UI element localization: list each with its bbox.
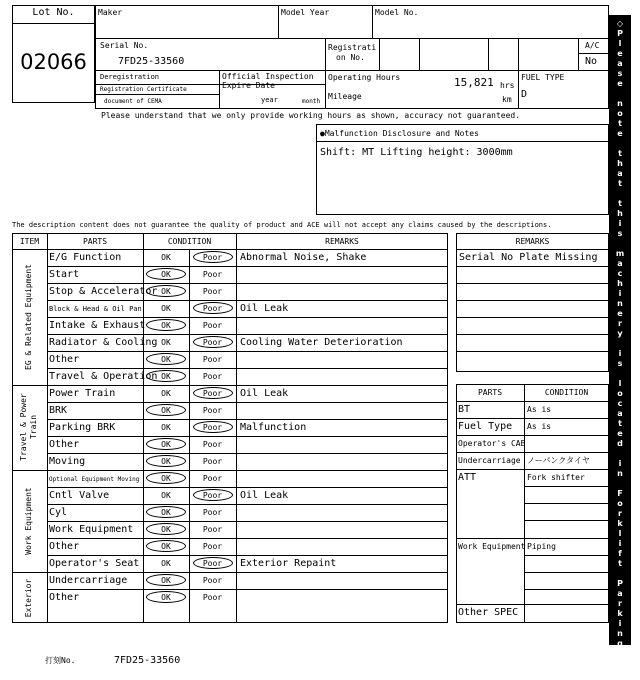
ok-option[interactable]: OK	[161, 389, 171, 398]
remark-text: Oil Leak	[240, 303, 289, 314]
location-notice-bar: ◇ P l e a s e n o t e t h a t t h i s m a c h i n e r y i s l o c a t e d i n F o r k l i f t P a r k i n g ◇	[609, 15, 631, 645]
part-label: Power Train	[49, 388, 116, 399]
official-inspection-label-1: Official Inspection	[222, 72, 314, 81]
mileage-label: Mileage	[328, 92, 362, 101]
ok-option[interactable]: OK	[161, 270, 171, 279]
part-label: Work Equipment	[49, 524, 134, 535]
ac-value: No	[585, 56, 598, 67]
part-label: E/G Function	[49, 252, 122, 263]
selected-condition-mark	[193, 557, 233, 569]
selected-condition-mark	[193, 421, 233, 433]
ok-option[interactable]: OK	[161, 253, 171, 262]
selected-condition-mark	[146, 591, 186, 603]
serial-value: 7FD25-33560	[118, 56, 185, 67]
selected-condition-mark	[146, 455, 186, 467]
poor-option[interactable]: Poor	[202, 542, 223, 551]
poor-option[interactable]: Poor	[202, 491, 223, 500]
registration-label-1: Registrati	[328, 43, 377, 52]
ok-option[interactable]: OK	[161, 423, 171, 432]
footer-label: 打刻No.	[45, 656, 76, 665]
right-condition-value: Piping	[527, 542, 556, 551]
model-year-label: Model Year	[281, 8, 330, 17]
remark-text: Cooling Water Deterioration	[240, 337, 403, 348]
remark-text: Abnormal Noise, Shake	[240, 252, 367, 263]
poor-option[interactable]: Poor	[202, 440, 223, 449]
selected-condition-mark	[146, 438, 186, 450]
poor-option[interactable]: Poor	[202, 321, 223, 330]
part-label: Intake & Exhaust	[49, 320, 146, 331]
lot-label: Lot No.	[32, 7, 75, 18]
right-part-label: Other SPEC	[458, 607, 519, 618]
remark-text: Oil Leak	[240, 388, 289, 399]
ok-option[interactable]: OK	[161, 491, 171, 500]
poor-option[interactable]: Poor	[202, 304, 223, 313]
part-label: Other	[49, 592, 80, 603]
ok-option[interactable]: OK	[161, 287, 171, 296]
poor-option[interactable]: Poor	[202, 593, 223, 602]
selected-condition-mark	[193, 387, 233, 399]
poor-option[interactable]: Poor	[202, 457, 223, 466]
model-no-label: Model No.	[375, 8, 419, 17]
part-label: Radiator & Cooling	[49, 337, 158, 348]
document-cema-label: document of CEMA	[104, 98, 162, 105]
selected-condition-mark	[146, 285, 186, 297]
group-exterior: Exterior	[24, 578, 33, 618]
poor-option[interactable]: Poor	[202, 372, 223, 381]
right-part-label: ATT	[458, 472, 477, 483]
part-label: Other	[49, 354, 80, 365]
right-condition-value: As is	[527, 405, 552, 414]
maker-label: Maker	[98, 8, 123, 17]
selected-condition-mark	[146, 540, 186, 552]
ac-label: A/C	[585, 41, 600, 50]
poor-option[interactable]: Poor	[202, 559, 223, 568]
km-unit: km	[502, 95, 512, 104]
right-part-label: BT	[458, 404, 471, 415]
selected-condition-mark	[193, 251, 233, 263]
right-part-label: Fuel Type	[458, 421, 513, 432]
deregistration-label: Deregistration	[100, 73, 160, 81]
ok-option[interactable]: OK	[161, 559, 171, 568]
poor-option[interactable]: Poor	[202, 338, 223, 347]
right-part-label: Work Equipment	[458, 542, 526, 551]
right-remarks-header: REMARKS	[515, 237, 550, 246]
disclaimer: The description content does not guarantee the quality of product and ACE will not accept any claims caused by the descriptions.	[12, 221, 552, 229]
parts-header: PARTS	[82, 237, 108, 246]
right-part-label: Operator's CAB	[458, 439, 526, 448]
official-inspection-label-2: Expire Date	[222, 81, 275, 90]
ok-option[interactable]: OK	[161, 372, 171, 381]
registration-label-2: on No.	[336, 53, 365, 62]
part-label: Stop & Accelerator	[49, 286, 158, 297]
remark-text: Exterior Repaint	[240, 558, 337, 569]
operating-hours-label: Operating Hours	[328, 73, 401, 82]
selected-condition-mark	[146, 353, 186, 365]
selected-condition-mark	[193, 489, 233, 501]
selected-condition-mark	[146, 319, 186, 331]
part-label: Cyl	[49, 507, 68, 518]
remark-text: Malfunction	[240, 422, 307, 433]
right-remarks-first: Serial No Plate Missing	[459, 252, 598, 263]
ok-option[interactable]: OK	[161, 440, 171, 449]
hrs-unit: hrs	[500, 81, 515, 90]
poor-option[interactable]: Poor	[202, 270, 223, 279]
part-label: Parking BRK	[49, 422, 116, 433]
right-condition-header: CONDITION	[544, 388, 589, 397]
ok-option[interactable]: OK	[161, 355, 171, 364]
malfunction-title: ●Malfunction Disclosure and Notes	[320, 129, 479, 138]
ok-option[interactable]: OK	[161, 542, 171, 551]
right-condition-value: Fork shifter	[527, 473, 585, 482]
ok-option[interactable]: OK	[161, 593, 171, 602]
part-label: Other	[49, 439, 80, 450]
ok-option[interactable]: OK	[161, 406, 171, 415]
ok-option[interactable]: OK	[161, 525, 171, 534]
lot-number: 02066	[20, 50, 87, 74]
malfunction-text: Shift: MT Lifting height: 3000mm	[320, 147, 513, 158]
group-travel-2: Train	[29, 414, 38, 440]
part-label: Cntl Valve	[49, 490, 110, 501]
poor-option[interactable]: Poor	[202, 576, 223, 585]
poor-option[interactable]: Poor	[202, 474, 223, 483]
poor-option[interactable]: Poor	[202, 406, 223, 415]
group-eg: EG & Related Equipment	[24, 264, 33, 370]
poor-option[interactable]: Poor	[202, 355, 223, 364]
remark-text: Oil Leak	[240, 490, 289, 501]
right-condition-value: ノーパンクタイヤ	[527, 456, 590, 465]
group-work: Work Equipment	[24, 487, 33, 555]
ok-option[interactable]: OK	[161, 457, 171, 466]
part-label: Other	[49, 541, 80, 552]
selected-condition-mark	[146, 574, 186, 586]
ok-option[interactable]: OK	[161, 321, 171, 330]
part-label: Optional Equipment Moving	[49, 476, 140, 483]
serial-label: Serial No.	[100, 41, 149, 50]
part-label: Moving	[49, 456, 86, 467]
selected-condition-mark	[146, 370, 186, 382]
selected-condition-mark	[146, 404, 186, 416]
poor-option[interactable]: Poor	[202, 287, 223, 296]
fuel-type-label: FUEL TYPE	[521, 73, 565, 82]
selected-condition-mark	[146, 472, 186, 484]
group-travel-1: Travel & Power	[19, 393, 28, 461]
poor-option[interactable]: Poor	[202, 423, 223, 432]
part-label: BRK	[49, 405, 68, 416]
right-parts-header: PARTS	[477, 388, 503, 397]
operating-hours-value: 15,821	[454, 76, 494, 89]
poor-option[interactable]: Poor	[202, 389, 223, 398]
year-label: year	[261, 96, 278, 104]
item-header: ITEM	[19, 237, 40, 246]
registration-certificate-label: Registration Certificate	[100, 86, 187, 93]
month-label: month	[302, 98, 321, 105]
remarks-header: REMARKS	[325, 237, 359, 246]
selected-condition-mark	[146, 506, 186, 518]
selected-condition-mark	[193, 336, 233, 348]
fuel-type-value: D	[521, 89, 528, 100]
selected-condition-mark	[146, 523, 186, 535]
ok-option[interactable]: OK	[161, 508, 171, 517]
footer-value: 7FD25-33560	[114, 655, 181, 666]
poor-option[interactable]: Poor	[202, 525, 223, 534]
right-part-label: Undercarriage	[458, 456, 521, 465]
ok-option[interactable]: OK	[161, 474, 171, 483]
hours-notice: Please understand that we only provide working hours as shown, accuracy not guaranteed.	[101, 111, 521, 120]
right-condition-value: As is	[527, 422, 552, 431]
selected-condition-mark	[146, 268, 186, 280]
part-label: Travel & Operation	[49, 371, 158, 382]
ok-option[interactable]: OK	[161, 576, 171, 585]
ok-option[interactable]: OK	[161, 304, 171, 313]
part-label: Block & Head & Oil Pan	[49, 305, 142, 313]
part-label: Undercarriage	[49, 575, 128, 586]
ok-option[interactable]: OK	[161, 338, 171, 347]
part-label: Operator's Seat	[49, 558, 140, 569]
poor-option[interactable]: Poor	[202, 508, 223, 517]
poor-option[interactable]: Poor	[202, 253, 223, 262]
condition-header: CONDITION	[167, 237, 212, 246]
selected-condition-mark	[193, 302, 233, 314]
part-label: Start	[49, 269, 80, 280]
